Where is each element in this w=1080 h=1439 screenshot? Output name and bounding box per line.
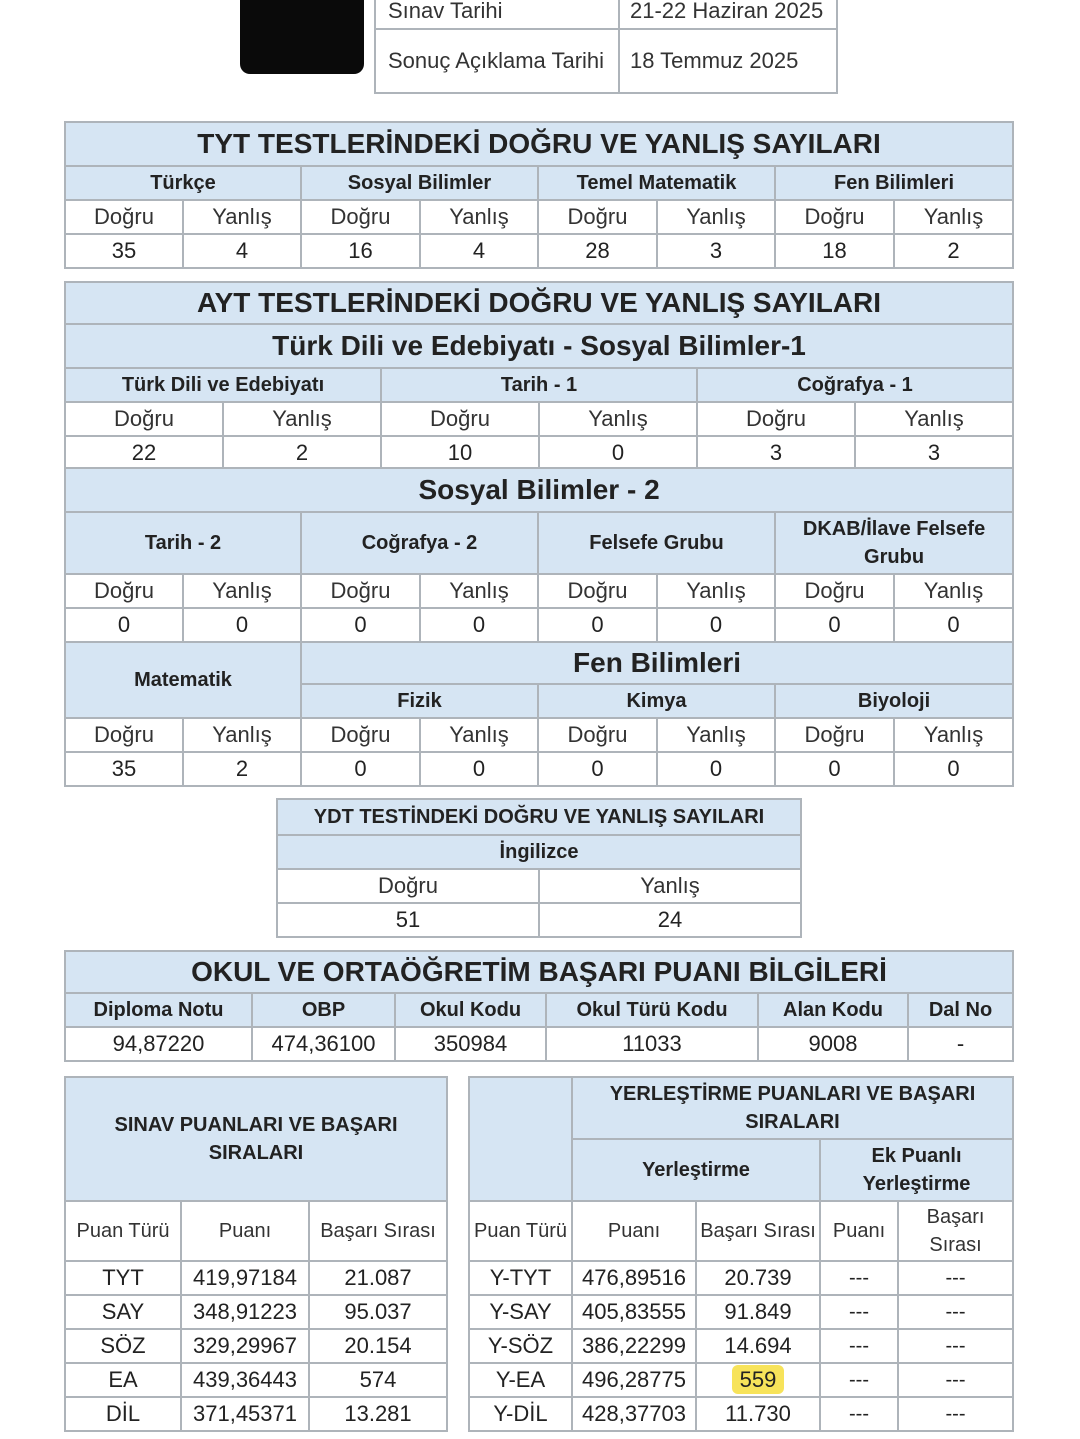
ayt-dkab-wrong: 0 — [894, 608, 1013, 642]
ayt-subject-matematik: Matematik — [65, 642, 301, 718]
field-code-value: 9008 — [758, 1027, 908, 1061]
correct-header: Doğru — [775, 718, 894, 752]
placement-row-type: Y-TYT — [469, 1261, 572, 1295]
wrong-header: Yanlış — [894, 200, 1013, 234]
highlight-marker: 559 — [732, 1365, 785, 1394]
ayt-subject-tarih2: Tarih - 2 — [65, 512, 301, 574]
result-date-value: 18 Temmuz 2025 — [619, 29, 837, 93]
exam-row-rank: 95.037 — [309, 1295, 447, 1329]
bonus-rank-header: Başarı Sırası — [898, 1201, 1013, 1261]
correct-header: Doğru — [301, 574, 420, 608]
ayt-section1-title: Türk Dili ve Edebiyatı - Sosyal Bilimler-1 — [65, 324, 1013, 368]
placement-row-type: Y-SAY — [469, 1295, 572, 1329]
ydt-title: YDT TESTİNDEKİ DOĞRU VE YANLIŞ SAYILARI — [277, 799, 801, 835]
tyt-fen-correct: 18 — [775, 234, 894, 268]
placement-row-rank: 11.730 — [696, 1397, 820, 1431]
wrong-header: Yanlış — [183, 718, 301, 752]
placement-row-rank: 91.849 — [696, 1295, 820, 1329]
placement-row-bonus-rank: --- — [898, 1295, 1013, 1329]
wrong-header: Yanlış — [539, 869, 801, 903]
tyt-fen-wrong: 2 — [894, 234, 1013, 268]
ayt-matematik-wrong: 2 — [183, 752, 301, 786]
wrong-header: Yanlış — [894, 574, 1013, 608]
ayt-kimya-correct: 0 — [538, 752, 657, 786]
obp-value: 474,36100 — [252, 1027, 395, 1061]
exam-date-label: Sınav Tarihi — [375, 0, 619, 29]
exam-row-rank: 574 — [309, 1363, 447, 1397]
ayt-fen-title: Fen Bilimleri — [301, 642, 1013, 684]
wrong-header: Yanlış — [855, 402, 1013, 436]
exam-scores-title: SINAV PUANLARI VE BAŞARI SIRALARI — [65, 1077, 447, 1201]
wrong-header: Yanlış — [223, 402, 381, 436]
branch-no-header: Dal No — [908, 993, 1013, 1027]
placement-row-bonus-score: --- — [820, 1363, 898, 1397]
tyt-table — [64, 121, 1014, 269]
diploma-header: Diploma Notu — [65, 993, 252, 1027]
correct-header: Doğru — [301, 200, 420, 234]
exam-row-type: SAY — [65, 1295, 181, 1329]
redacted-photo — [240, 0, 364, 74]
school-code-header: Okul Kodu — [395, 993, 546, 1027]
ydt-language: İngilizce — [277, 835, 801, 869]
wrong-header: Yanlış — [183, 574, 301, 608]
correct-header: Doğru — [65, 402, 223, 436]
placement-row-rank-highlighted — [696, 1363, 820, 1397]
tyt-subject-fen: Fen Bilimleri — [775, 166, 1013, 200]
exam-scores-table — [64, 1076, 448, 1432]
ydt-table — [276, 798, 802, 938]
tyt-subject-turkce: Türkçe — [65, 166, 301, 200]
correct-header: Doğru — [538, 574, 657, 608]
rank-header: Başarı Sırası — [696, 1201, 820, 1261]
wrong-header: Yanlış — [657, 200, 775, 234]
school-info-table — [64, 950, 1014, 1062]
correct-header: Doğru — [697, 402, 855, 436]
correct-header: Doğru — [538, 200, 657, 234]
exam-row-rank: 13.281 — [309, 1397, 447, 1431]
correct-header: Doğru — [775, 200, 894, 234]
obp-header: OBP — [252, 993, 395, 1027]
correct-header: Doğru — [65, 200, 183, 234]
ayt-tarih1-wrong: 0 — [539, 436, 697, 470]
ayt-tarih2-correct: 0 — [65, 608, 183, 642]
diploma-value: 94,87220 — [65, 1027, 252, 1061]
ayt-biyoloji-wrong: 0 — [894, 752, 1013, 786]
placement-row-bonus-score: --- — [820, 1329, 898, 1363]
ayt-subject-tarih1: Tarih - 1 — [381, 368, 697, 402]
correct-header: Doğru — [65, 574, 183, 608]
placement-row-bonus-score: --- — [820, 1295, 898, 1329]
placement-blank-cell — [469, 1077, 572, 1201]
ayt-section2-title: Sosyal Bilimler - 2 — [65, 468, 1013, 512]
placement-row-score: 405,83555 — [572, 1295, 696, 1329]
score-header: Puanı — [572, 1201, 696, 1261]
tyt-matematik-wrong: 3 — [657, 234, 775, 268]
correct-header: Doğru — [775, 574, 894, 608]
school-title: OKUL VE ORTAÖĞRETİM BAŞARI PUANI BİLGİLERİ — [65, 951, 1013, 993]
placement-row-bonus-rank: --- — [898, 1363, 1013, 1397]
wrong-header: Yanlış — [183, 200, 301, 234]
exam-row-score: 348,91223 — [181, 1295, 309, 1329]
score-header: Puanı — [181, 1201, 309, 1261]
placement-scores-table — [468, 1076, 1014, 1432]
ayt-subject-fizik: Fizik — [301, 684, 538, 718]
ayt-tarih2-wrong: 0 — [183, 608, 301, 642]
tyt-subject-sosyal: Sosyal Bilimler — [301, 166, 538, 200]
wrong-header: Yanlış — [420, 200, 538, 234]
placement-row-rank: 14.694 — [696, 1329, 820, 1363]
placement-row-score: 428,37703 — [572, 1397, 696, 1431]
score-type-header: Puan Türü — [469, 1201, 572, 1261]
tyt-sosyal-wrong: 4 — [420, 234, 538, 268]
ydt-correct: 51 — [277, 903, 539, 937]
exam-row-score: 439,36443 — [181, 1363, 309, 1397]
ayt-cografya1-wrong: 3 — [855, 436, 1013, 470]
wrong-header: Yanlış — [657, 574, 775, 608]
school-code-value: 350984 — [395, 1027, 546, 1061]
ayt-kimya-wrong: 0 — [657, 752, 775, 786]
tyt-turkce-correct: 35 — [65, 234, 183, 268]
wrong-header: Yanlış — [420, 718, 538, 752]
placement-group-header: Yerleştirme — [572, 1139, 820, 1201]
ayt-felsefe-wrong: 0 — [657, 608, 775, 642]
ayt-subject-cografya2: Coğrafya - 2 — [301, 512, 538, 574]
ayt-table-part2 — [64, 467, 1014, 787]
ayt-cografya2-wrong: 0 — [420, 608, 538, 642]
placement-row-type: Y-DİL — [469, 1397, 572, 1431]
placement-row-bonus-score: --- — [820, 1397, 898, 1431]
exam-row-type: DİL — [65, 1397, 181, 1431]
correct-header: Doğru — [277, 869, 539, 903]
school-type-code-value: 11033 — [546, 1027, 758, 1061]
result-date-label: Sonuç Açıklama Tarihi — [375, 29, 619, 93]
ayt-subject-dkab: DKAB/İlave Felsefe Grubu — [775, 512, 1013, 574]
tyt-turkce-wrong: 4 — [183, 234, 301, 268]
ayt-subject-kimya: Kimya — [538, 684, 775, 718]
placement-row-bonus-rank: --- — [898, 1261, 1013, 1295]
score-type-header: Puan Türü — [65, 1201, 181, 1261]
ayt-table-part1 — [64, 281, 1014, 471]
exam-row-score: 371,45371 — [181, 1397, 309, 1431]
school-type-code-header: Okul Türü Kodu — [546, 993, 758, 1027]
correct-header: Doğru — [65, 718, 183, 752]
ayt-edebiyat-wrong: 2 — [223, 436, 381, 470]
rank-header: Başarı Sırası — [309, 1201, 447, 1261]
tyt-title: TYT TESTLERİNDEKİ DOĞRU VE YANLIŞ SAYILARI — [65, 122, 1013, 166]
ayt-edebiyat-correct: 22 — [65, 436, 223, 470]
wrong-header: Yanlış — [657, 718, 775, 752]
ayt-cografya2-correct: 0 — [301, 608, 420, 642]
ayt-subject-biyoloji: Biyoloji — [775, 684, 1013, 718]
placement-row-score: 476,89516 — [572, 1261, 696, 1295]
ayt-fizik-wrong: 0 — [420, 752, 538, 786]
tyt-sosyal-correct: 16 — [301, 234, 420, 268]
exam-row-type: SÖZ — [65, 1329, 181, 1363]
ayt-fizik-correct: 0 — [301, 752, 420, 786]
ayt-subject-cografya1: Coğrafya - 1 — [697, 368, 1013, 402]
tyt-matematik-correct: 28 — [538, 234, 657, 268]
ayt-matematik-correct: 35 — [65, 752, 183, 786]
exam-row-score: 419,97184 — [181, 1261, 309, 1295]
placement-row-type: Y-SÖZ — [469, 1329, 572, 1363]
ayt-felsefe-correct: 0 — [538, 608, 657, 642]
branch-no-value: - — [908, 1027, 1013, 1061]
placement-row-score: 496,28775 — [572, 1363, 696, 1397]
correct-header: Doğru — [538, 718, 657, 752]
correct-header: Doğru — [301, 718, 420, 752]
ayt-biyoloji-correct: 0 — [775, 752, 894, 786]
wrong-header: Yanlış — [894, 718, 1013, 752]
placement-title: YERLEŞTİRME PUANLARI VE BAŞARI SIRALARI — [572, 1077, 1013, 1139]
placement-row-type: Y-EA — [469, 1363, 572, 1397]
exam-date-value: 21-22 Haziran 2025 — [619, 0, 837, 29]
wrong-header: Yanlış — [420, 574, 538, 608]
ayt-subject-felsefe: Felsefe Grubu — [538, 512, 775, 574]
placement-row-rank: 20.739 — [696, 1261, 820, 1295]
ayt-dkab-correct: 0 — [775, 608, 894, 642]
correct-header: Doğru — [381, 402, 539, 436]
ayt-subject-edebiyat: Türk Dili ve Edebiyatı — [65, 368, 381, 402]
field-code-header: Alan Kodu — [758, 993, 908, 1027]
wrong-header: Yanlış — [539, 402, 697, 436]
placement-row-bonus-rank: --- — [898, 1329, 1013, 1363]
exam-row-rank: 21.087 — [309, 1261, 447, 1295]
placement-row-score: 386,22299 — [572, 1329, 696, 1363]
ayt-tarih1-correct: 10 — [381, 436, 539, 470]
tyt-subject-matematik: Temel Matematik — [538, 166, 775, 200]
exam-row-rank: 20.154 — [309, 1329, 447, 1363]
bonus-placement-group-header: Ek Puanlı Yerleştirme — [820, 1139, 1013, 1201]
placement-row-bonus-score: --- — [820, 1261, 898, 1295]
ayt-title: AYT TESTLERİNDEKİ DOĞRU VE YANLIŞ SAYILARI — [65, 282, 1013, 324]
exam-row-score: 329,29967 — [181, 1329, 309, 1363]
bonus-score-header: Puanı — [820, 1201, 898, 1261]
exam-row-type: TYT — [65, 1261, 181, 1295]
exam-row-type: EA — [65, 1363, 181, 1397]
placement-row-bonus-rank: --- — [898, 1397, 1013, 1431]
ayt-cografya1-correct: 3 — [697, 436, 855, 470]
exam-info-table — [374, 0, 838, 94]
ydt-wrong: 24 — [539, 903, 801, 937]
